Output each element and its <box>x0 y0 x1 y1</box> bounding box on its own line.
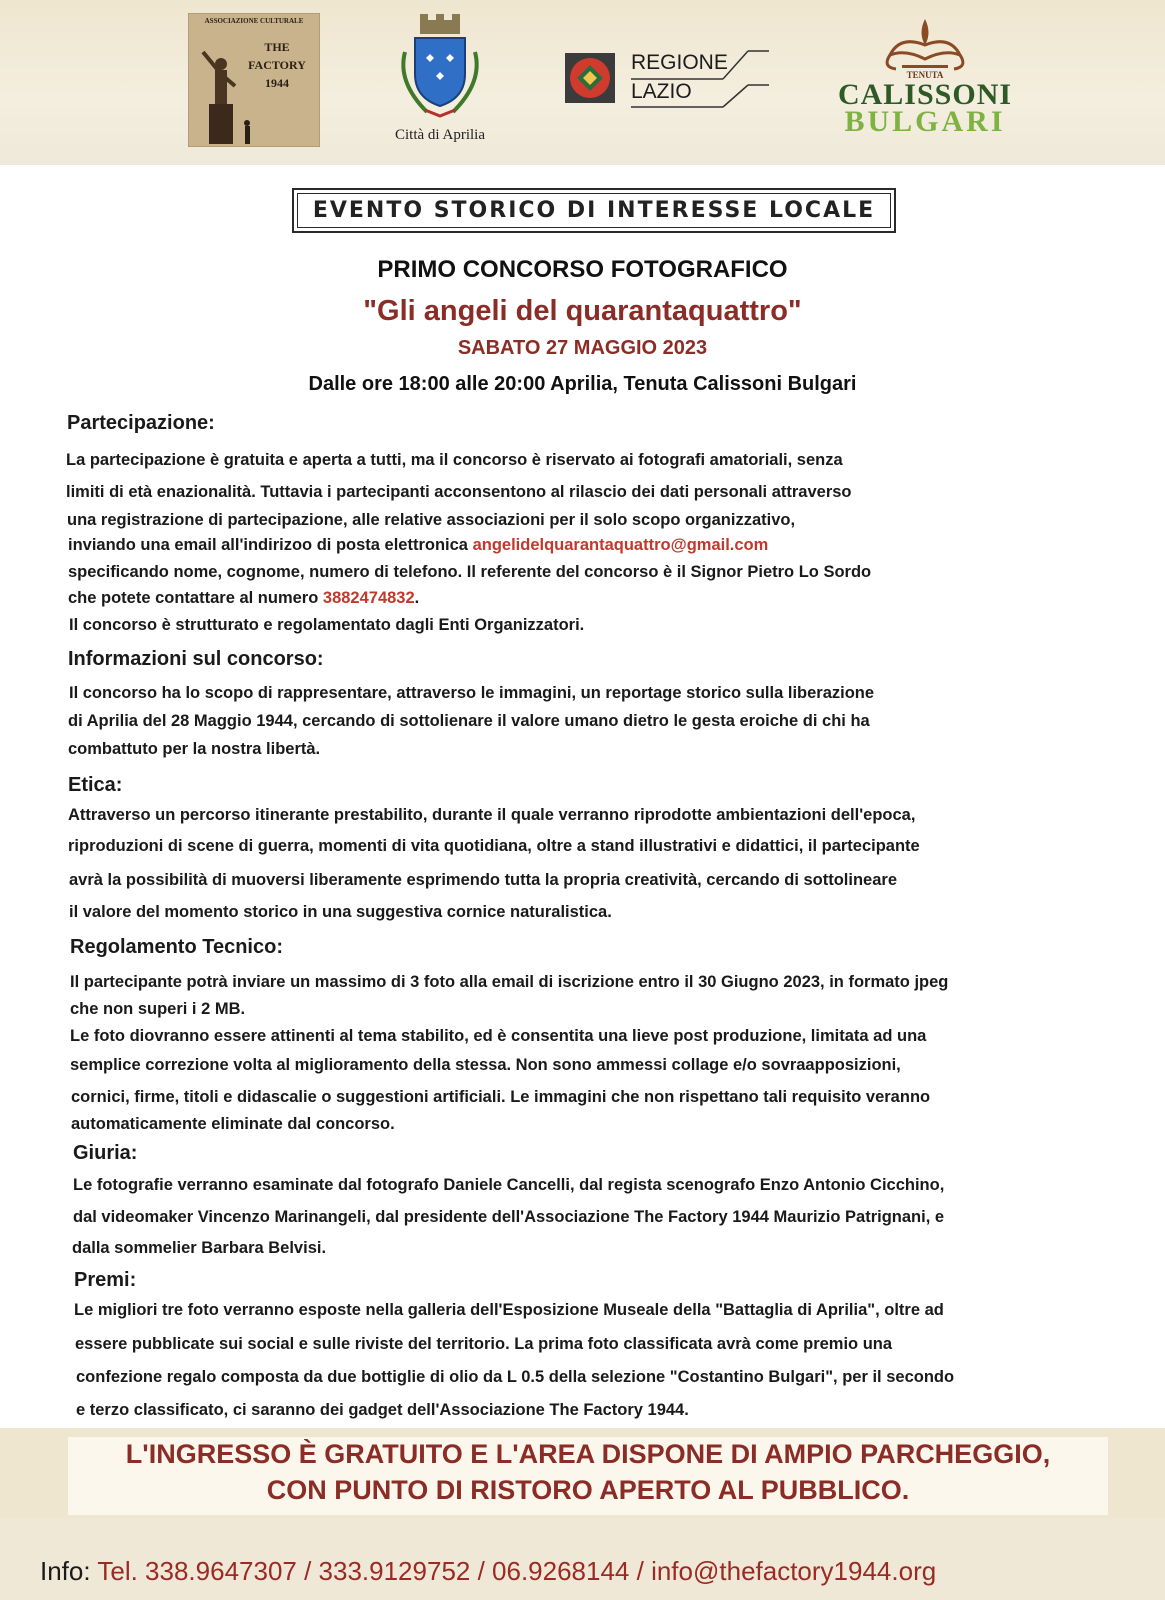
event-date: SABATO 27 MAGGIO 2023 <box>457 337 708 359</box>
bulgari-name: BULGARI <box>844 105 1006 138</box>
giuria-line: dal videomaker Vincenzo Marinangeli, dal presidente dell'Associazione The Factory 1944 Maurizio Patrignani, e <box>73 1208 945 1226</box>
factory-assoc-label: ASSOCIAZIONE CULTURALE <box>204 17 304 25</box>
etica-line: riproduzioni di scene di guerra, momenti di vita quotidiana, oltre a stand illustrativi e didattici, il partecipante <box>68 837 920 855</box>
premi-line: essere pubblicate sui social e sulle riviste del territorio. La prima foto classificata avrà come premio una <box>75 1335 893 1353</box>
event-type-box <box>292 188 896 233</box>
regolamento-line: semplice correzione volta al miglioramento della stessa. Non sono ammessi collage e/o sovraapposizioni, <box>70 1056 901 1074</box>
informazioni-line: di Aprilia del 28 Maggio 1944, cercando di sottolienare il valore umano dietro le gesta eroiche di chi ha <box>68 712 870 730</box>
regolamento-line: cornici, firme, titoli e didascalie o suggestioni artificiali. Le immagini che non rispettano tali requisito veranno <box>71 1088 931 1106</box>
partecipazione-line: che potete contattare al numero 3882474832. <box>68 589 420 607</box>
contest-title: PRIMO CONCORSO FOTOGRAFICO <box>377 256 788 283</box>
partecipazione-line: Il concorso è strutturato e regolamentato dagli Enti Organizzatori. <box>69 616 585 634</box>
giuria-line: dalla sommelier Barbara Belvisi. <box>72 1239 327 1257</box>
giuria-line: Le fotografie verranno esaminate dal fotografo Daniele Cancelli, dal regista scenografo Enzo Antonio Cicchino, <box>73 1176 945 1194</box>
premi-line: e terzo classificato, ci saranno dei gadget dell'Associazione The Factory 1944. <box>76 1401 689 1419</box>
regolamento-line: che non superi i 2 MB. <box>70 1000 246 1018</box>
heading-partecipazione: Partecipazione: <box>67 412 215 434</box>
partecipazione-line: limiti di età enazionalità. Tuttavia i partecipanti acconsentono al rilascio dei dati personali attraverso <box>66 483 852 501</box>
the-factory-1944-logo <box>188 13 320 147</box>
partecipazione-line: La partecipazione è gratuita e aperta a tutti, ma il concorso è riservato ai fotografi amatoriali, senza <box>66 451 843 469</box>
etica-line: Attraverso un percorso itinerante prestabilito, durante il quale verranno riprodotte ambientazioni dell'epoca, <box>68 806 916 824</box>
factory-name: THE FACTORY 1944 <box>248 40 306 90</box>
tenuta-calissoni-bulgari-logo <box>830 15 1020 140</box>
partecipazione-line: specificando nome, cognome, numero di telefono. Il referente del concorso è il Signor Pietro Lo Sordo <box>68 563 872 581</box>
informazioni-line: combattuto per la nostra libertà. <box>68 740 321 758</box>
informazioni-line: Il concorso ha lo scopo di rappresentare, attraverso le immagini, un reportage storico sulla liberazione <box>69 684 875 702</box>
contest-subtitle: "Gli angeli del quarantaquattro" <box>363 295 802 327</box>
lazio-line2: LAZIO <box>631 80 692 103</box>
contest-email-link[interactable]: angelidelquarantaquattro@gmail.com <box>472 536 769 554</box>
partecipazione-line: una registrazione di partecipazione, alle relative associazioni per il solo scopo organizzativo, <box>67 511 796 529</box>
heading-informazioni: Informazioni sul concorso: <box>68 648 324 670</box>
premi-line: confezione regalo composta da due bottiglie di olio da L 0.5 della selezione "Costantino Bulgari", per il secondo <box>76 1368 955 1386</box>
entry-info-box <box>68 1437 1108 1515</box>
info-contacts[interactable]: Tel. 338.9647307 / 333.9129752 / 06.9268144 / info@thefactory1944.org <box>97 1556 937 1586</box>
heading-etica: Etica: <box>68 774 123 796</box>
premi-line: Le migliori tre foto verranno esposte nella galleria dell'Esposizione Museale della "Battaglia di Aprilia", oltre ad <box>74 1301 944 1319</box>
ornament-icon <box>830 15 1020 73</box>
regione-lazio-logo <box>563 45 793 115</box>
regolamento-line: Il partecipante potrà inviare un massimo di 3 foto alla email di iscrizione entro il 30 Giugno 2023, in formato jpeg <box>70 973 949 991</box>
etica-line: il valore del momento storico in una suggestiva cornice naturalistica. <box>69 903 612 921</box>
heading-giuria: Giuria: <box>73 1142 138 1164</box>
aprilia-label: Città di Aprilia <box>395 127 485 143</box>
regolamento-line: Le foto diovranno essere attinenti al tema stabilito, ed è consentita una lieve post produzione, limitata ad una <box>70 1027 927 1045</box>
citta-di-aprilia-logo <box>375 12 505 152</box>
calissoni-name: CALISSONI <box>837 78 1013 111</box>
etica-line: avrà la possibilità di muoversi liberamente esprimendo tutta la propria creatività, cercando di sottolineare <box>69 871 898 889</box>
regolamento-line: automaticamente eliminate dal concorso. <box>71 1115 395 1133</box>
heading-regolamento: Regolamento Tecnico: <box>70 936 283 958</box>
lazio-line1: REGIONE <box>631 51 728 74</box>
aprilia-coat-of-arms-icon <box>375 12 505 124</box>
entry-info-line1: L'INGRESSO È GRATUITO E L'AREA DISPONE DI AMPIO PARCHEGGIO, <box>125 1439 1051 1469</box>
heading-premi: Premi: <box>74 1269 137 1291</box>
info-label: Info: <box>40 1556 98 1586</box>
partecipazione-line: inviando una email all'indirizoo di posta elettronica angelidelquarantaquattro@gmail.com <box>68 536 769 554</box>
entry-info-line2: CON PUNTO DI RISTORO APERTO AL PUBBLICO. <box>266 1475 910 1505</box>
contact-info <box>40 1556 936 1587</box>
calissoni-tenuta: TENUTA <box>906 70 944 80</box>
referent-phone: 3882474832 <box>322 589 415 607</box>
event-type-label: EVENTO STORICO DI INTERESSE LOCALE <box>297 193 891 228</box>
event-time-place: Dalle ore 18:00 alle 20:00 Aprilia, Tenuta Calissoni Bulgari <box>308 373 857 395</box>
